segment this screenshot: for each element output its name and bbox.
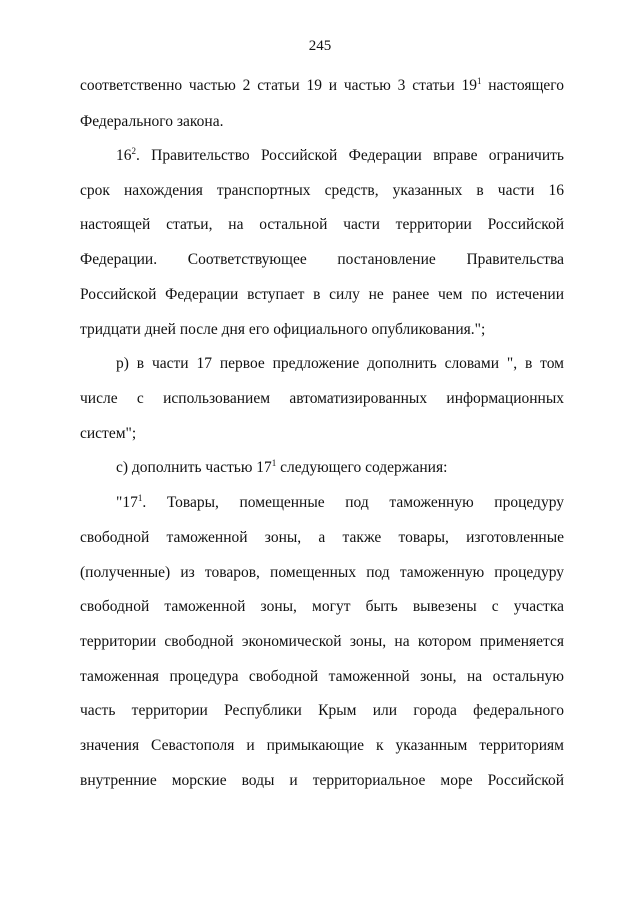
text-line: $16^2$. Правительство Российской Федерации вправе ограничить — [116, 146, 564, 164]
text-line: соответственно частью 2 статьи 19 и частью 3 статьи $19^1$ настоящего — [80, 76, 564, 94]
page-number: 245 — [308, 38, 332, 54]
text-line: настоящей статьи, на остальной части территории Российской — [80, 216, 564, 233]
text-line: с) дополнить частью $17^1$ следующего содержания: — [116, 458, 448, 476]
text-line: тридцати дней после дня его официального опубликования."; — [80, 321, 486, 338]
text-line: территории свободной экономической зоны, на котором применяется — [80, 633, 564, 650]
text-line: значения Севастополя и примыкающие к указанным территориям — [80, 737, 564, 754]
text-line: часть территории Республики Крым или города федерального — [80, 702, 564, 719]
text-line: "$17^1$. Товары, помещенные под таможенную процедуру — [116, 493, 564, 511]
text-line: свободной таможенной зоны, могут быть вывезены с участка — [80, 598, 564, 615]
text-line: (полученные) из товаров, помещенных под таможенную процедуру — [80, 564, 564, 581]
text-line: р) в части 17 первое предложение дополнить словами ", в том — [116, 355, 564, 372]
text-line: Федерации. Соответствующее постановление Правительства — [80, 251, 564, 268]
text-line: числе с использованием автоматизированных информационных — [80, 390, 564, 407]
text-line: срок нахождения транспортных средств, указанных в части 16 — [80, 182, 564, 199]
text-line: Федерального закона. — [80, 113, 224, 130]
text-line: систем"; — [80, 425, 137, 442]
text-line: внутренние морские воды и территориальное море Российской — [80, 772, 564, 789]
text-line: таможенная процедура свободной таможенной зоны, на остальную — [80, 668, 564, 685]
text-line: свободной таможенной зоны, а также товары, изготовленные — [80, 529, 564, 546]
text-line: Российской Федерации вступает в силу не ранее чем по истечении — [80, 286, 564, 303]
